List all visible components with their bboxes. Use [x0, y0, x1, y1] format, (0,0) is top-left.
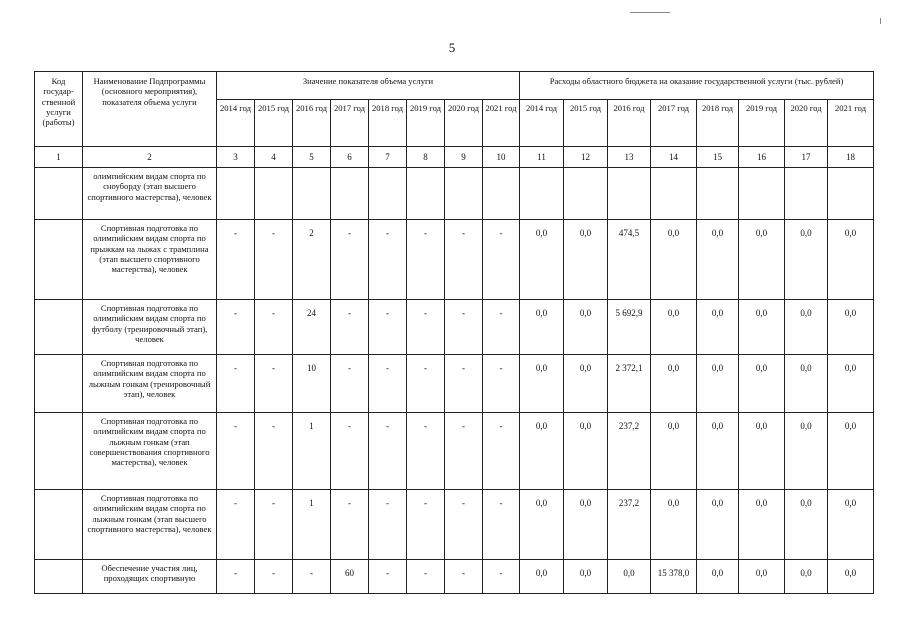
page-number: 5 [448, 40, 456, 55]
row-indicator-name: Обеспечение участия лиц, проходящих спортивную [83, 560, 217, 594]
volume-value [407, 168, 445, 220]
expense-value: 0,0 [739, 490, 785, 560]
volume-value: 1 [293, 490, 331, 560]
expense-value: 0,0 [520, 490, 564, 560]
volume-value [331, 168, 369, 220]
header-volume-year: 2020 год [445, 100, 483, 147]
expense-value: 0,0 [697, 300, 739, 355]
volume-value: 10 [293, 355, 331, 413]
volume-value: - [331, 355, 369, 413]
expense-value: 0,0 [697, 490, 739, 560]
row-code [35, 220, 83, 300]
expense-value [564, 168, 608, 220]
row-indicator-name: Спортивная подготовка по олимпийским видам спорта по лыжным гонкам (этап высшего спортивного мастерства), человек [83, 490, 217, 560]
table-row [35, 220, 874, 300]
expense-value: 237,2 [608, 490, 651, 560]
volume-value [217, 168, 255, 220]
column-number-row [35, 147, 874, 168]
header-expense-year: 2015 год [564, 100, 608, 147]
expense-value: 0,0 [520, 413, 564, 490]
volume-value: - [445, 300, 483, 355]
column-number: 12 [564, 147, 608, 168]
column-number: 1 [35, 147, 83, 168]
volume-value: - [483, 413, 520, 490]
expense-value: 0,0 [651, 220, 697, 300]
volume-value: - [483, 355, 520, 413]
header-expense-group: Расходы областного бюджета на оказание государственной услуги (тыс. рублей) [520, 72, 874, 100]
volume-value [255, 168, 293, 220]
volume-value: - [407, 220, 445, 300]
expense-value: 0,0 [564, 220, 608, 300]
volume-value: - [407, 560, 445, 594]
header-volume-group: Значение показателя объема услуги [217, 72, 520, 100]
header-expense-year: 2021 год [828, 100, 874, 147]
volume-value [483, 168, 520, 220]
table-body [35, 168, 874, 594]
expense-value: 474,5 [608, 220, 651, 300]
expense-value: 0,0 [564, 413, 608, 490]
header-expense-year: 2017 год [651, 100, 697, 147]
volume-value: - [407, 300, 445, 355]
expense-value [785, 168, 828, 220]
expense-value: 0,0 [828, 413, 874, 490]
column-number: 18 [828, 147, 874, 168]
expense-value [520, 168, 564, 220]
volume-value: - [407, 355, 445, 413]
expense-value: 0,0 [739, 300, 785, 355]
volume-value: - [445, 560, 483, 594]
volume-value: - [369, 490, 407, 560]
expense-value: 0,0 [651, 355, 697, 413]
volume-value: - [255, 300, 293, 355]
volume-value [445, 168, 483, 220]
scan-mark [880, 18, 881, 24]
volume-value: - [293, 560, 331, 594]
volume-value: - [217, 490, 255, 560]
expense-value: 0,0 [697, 560, 739, 594]
volume-value: - [369, 560, 407, 594]
expense-value: 0,0 [828, 490, 874, 560]
expense-value: 2 372,1 [608, 355, 651, 413]
row-indicator-name: Спортивная подготовка по олимпийским видам спорта по лыжным гонкам (тренировочный этап), человек [83, 355, 217, 413]
expense-value: 0,0 [828, 300, 874, 355]
volume-value: - [483, 300, 520, 355]
column-number: 8 [407, 147, 445, 168]
volume-value: - [445, 413, 483, 490]
volume-value: - [331, 413, 369, 490]
expense-value [739, 168, 785, 220]
column-number: 4 [255, 147, 293, 168]
header-volume-year: 2021 год [483, 100, 520, 147]
header-volume-year: 2016 год [293, 100, 331, 147]
expense-value: 0,0 [739, 220, 785, 300]
column-number: 13 [608, 147, 651, 168]
header-expense-year: 2020 год [785, 100, 828, 147]
table-row [35, 490, 874, 560]
header-expense-year: 2016 год [608, 100, 651, 147]
column-number: 16 [739, 147, 785, 168]
table-row [35, 560, 874, 594]
column-number: 11 [520, 147, 564, 168]
expense-value: 0,0 [564, 490, 608, 560]
column-number: 9 [445, 147, 483, 168]
header-expense-year: 2014 год [520, 100, 564, 147]
expense-value: 0,0 [785, 355, 828, 413]
header-expense-year: 2019 год [739, 100, 785, 147]
volume-value: - [217, 413, 255, 490]
volume-value: 24 [293, 300, 331, 355]
expense-value: 0,0 [828, 560, 874, 594]
expense-value [828, 168, 874, 220]
volume-value: - [255, 220, 293, 300]
expense-value: 15 378,0 [651, 560, 697, 594]
header-name: Наименование Подпрограммы (основного мероприятия), показателя объема услуги [83, 72, 217, 147]
expense-value: 0,0 [785, 413, 828, 490]
column-number: 5 [293, 147, 331, 168]
volume-value: - [217, 355, 255, 413]
expense-value: 0,0 [564, 560, 608, 594]
volume-value: - [217, 300, 255, 355]
column-number: 2 [83, 147, 217, 168]
volume-value: - [255, 413, 293, 490]
volume-value: - [483, 560, 520, 594]
table-row [35, 355, 874, 413]
volume-value: - [445, 355, 483, 413]
expense-value [608, 168, 651, 220]
volume-value: - [445, 490, 483, 560]
expense-value: 0,0 [651, 490, 697, 560]
column-number: 7 [369, 147, 407, 168]
expense-value: 5 692,9 [608, 300, 651, 355]
budget-table [34, 71, 874, 594]
expense-value [651, 168, 697, 220]
volume-value: - [255, 355, 293, 413]
volume-value [369, 168, 407, 220]
row-code [35, 355, 83, 413]
volume-value: - [483, 220, 520, 300]
volume-value: - [369, 300, 407, 355]
row-code [35, 168, 83, 220]
header-volume-year: 2017 год [331, 100, 369, 147]
row-indicator-name: олимпийским видам спорта по сноуборду (этап высшего спортивного мастерства), человек [83, 168, 217, 220]
row-code [35, 560, 83, 594]
expense-value: 0,0 [608, 560, 651, 594]
volume-value: - [255, 490, 293, 560]
expense-value: 0,0 [651, 413, 697, 490]
expense-value: 0,0 [785, 300, 828, 355]
header-volume-year: 2019 год [407, 100, 445, 147]
column-number: 14 [651, 147, 697, 168]
volume-value: 1 [293, 413, 331, 490]
expense-value: 0,0 [520, 355, 564, 413]
expense-value: 0,0 [739, 560, 785, 594]
expense-value: 0,0 [697, 355, 739, 413]
column-number: 15 [697, 147, 739, 168]
expense-value: 0,0 [785, 220, 828, 300]
volume-value [293, 168, 331, 220]
row-indicator-name: Спортивная подготовка по олимпийским видам спорта по лыжным гонкам (этап совершенствования спортивного мастерства), человек [83, 413, 217, 490]
column-number: 10 [483, 147, 520, 168]
expense-value: 0,0 [651, 300, 697, 355]
scan-mark [630, 12, 670, 13]
table-row [35, 413, 874, 490]
header-volume-year: 2015 год [255, 100, 293, 147]
header-group-row [35, 72, 874, 100]
volume-value: - [331, 490, 369, 560]
expense-value: 0,0 [785, 490, 828, 560]
volume-value: - [483, 490, 520, 560]
expense-value: 0,0 [785, 560, 828, 594]
expense-value: 0,0 [739, 413, 785, 490]
expense-value: 0,0 [520, 220, 564, 300]
volume-value: - [369, 355, 407, 413]
volume-value: - [255, 560, 293, 594]
expense-value: 0,0 [828, 355, 874, 413]
row-code [35, 490, 83, 560]
volume-value: 2 [293, 220, 331, 300]
expense-value [697, 168, 739, 220]
volume-value: - [407, 490, 445, 560]
column-number: 17 [785, 147, 828, 168]
row-code [35, 300, 83, 355]
column-number: 6 [331, 147, 369, 168]
header-expense-year: 2018 год [697, 100, 739, 147]
table-row [35, 168, 874, 220]
column-number: 3 [217, 147, 255, 168]
expense-value: 0,0 [828, 220, 874, 300]
header-volume-year: 2014 год [217, 100, 255, 147]
expense-value: 0,0 [564, 355, 608, 413]
expense-value: 0,0 [520, 560, 564, 594]
expense-value: 0,0 [697, 220, 739, 300]
volume-value: - [331, 300, 369, 355]
volume-value: - [445, 220, 483, 300]
volume-value: - [217, 560, 255, 594]
expense-value: 0,0 [697, 413, 739, 490]
expense-value: 0,0 [739, 355, 785, 413]
row-code [35, 413, 83, 490]
row-indicator-name: Спортивная подготовка по олимпийским видам спорта по футболу (тренировочный этап), человек [83, 300, 217, 355]
volume-value: - [407, 413, 445, 490]
table-row [35, 300, 874, 355]
volume-value: - [369, 413, 407, 490]
header-volume-year: 2018 год [369, 100, 407, 147]
volume-value: - [217, 220, 255, 300]
volume-value: - [331, 220, 369, 300]
header-code: Код государ-ственной услуги (работы) [35, 72, 83, 147]
volume-value: - [369, 220, 407, 300]
expense-value: 237,2 [608, 413, 651, 490]
expense-value: 0,0 [564, 300, 608, 355]
expense-value: 0,0 [520, 300, 564, 355]
row-indicator-name: Спортивная подготовка по олимпийским видам спорта по прыжкам на лыжах с трамплина (этап высшего спортивного мастерства), человек [83, 220, 217, 300]
volume-value: 60 [331, 560, 369, 594]
